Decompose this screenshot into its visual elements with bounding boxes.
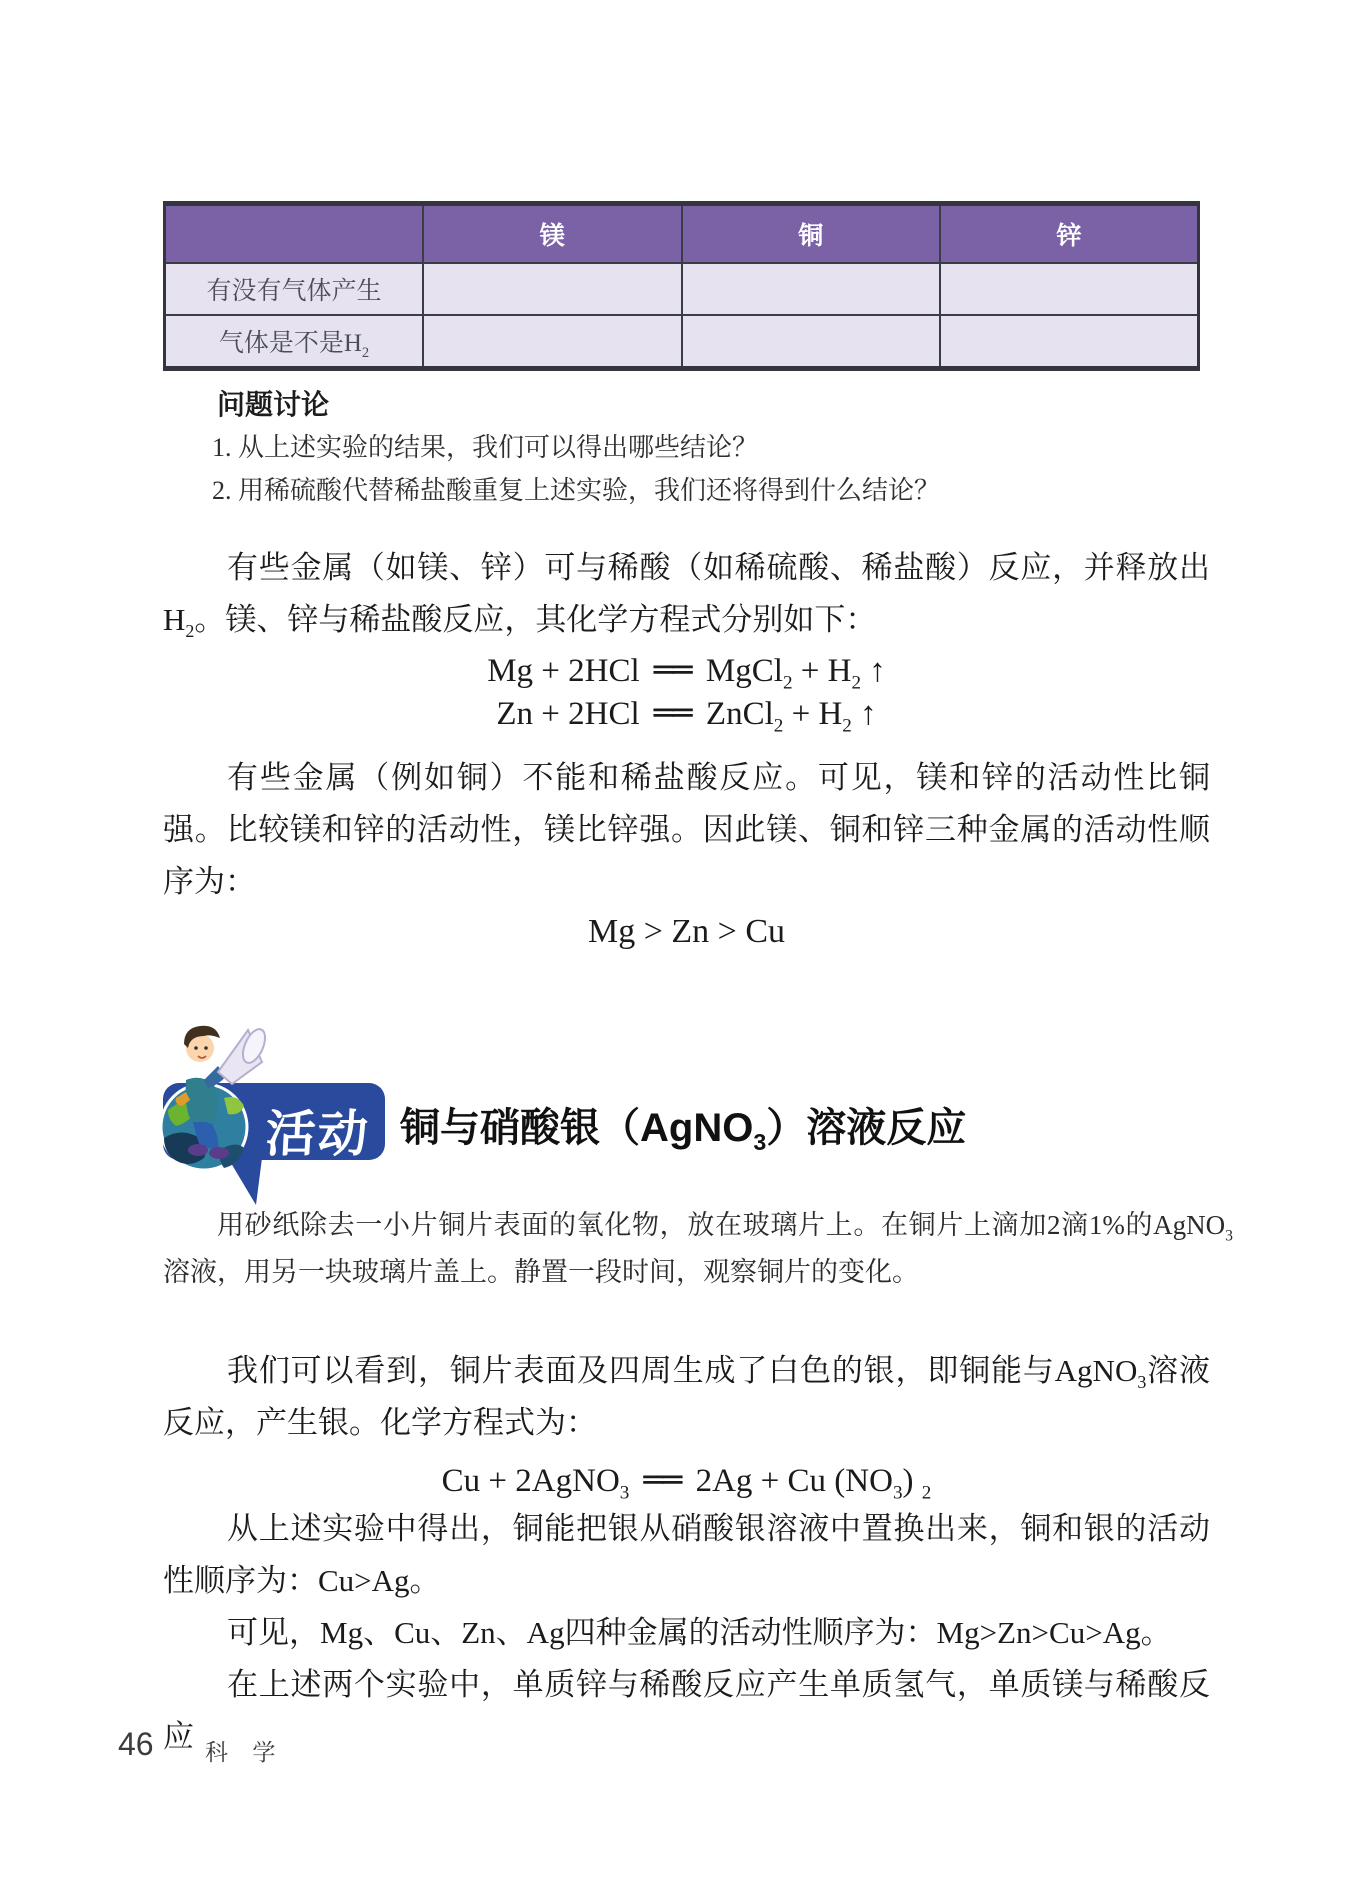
activity-title: 铜与硝酸银（AgNO$_3$）溶液反应 <box>400 1106 967 1155</box>
paragraph-cu-ag-order: 从上述实验中得出，铜能把银从硝酸银溶液中置换出来，铜和银的活动性顺序为：Cu>Ag。 <box>163 1511 1210 1598</box>
equation-mg-hcl: Mg + 2HCl ══ MgCl$_2$ + $H_2$ ↑ <box>487 650 886 694</box>
empty-cell <box>940 263 1199 315</box>
header-cell-magnesium: 镁 <box>423 204 682 264</box>
activity-series-mg-zn-cu: Mg > Zn > Cu <box>587 913 786 950</box>
shoe <box>209 1147 229 1159</box>
paragraph-metals-react-acid: 有些金属（如镁、锌）可与稀酸（如稀硫酸、稀盐酸）反应，并释放出$H_2$。镁、锌与稀盐酸反应，其化学方程式分别如下： <box>163 550 1210 642</box>
equation-zn-hcl: Zn + 2HCl ══ ZnCl$_2$ + $H_2$ ↑ <box>496 693 877 737</box>
page-number: 46 <box>118 1726 154 1762</box>
empty-cell <box>682 263 941 315</box>
equation-cu-agno3: Cu + 2AgNO$_3$ ══ 2Ag + Cu $(NO_3)$ $_2$ <box>441 1460 932 1504</box>
discussion-question-2: 2. 用稀硫酸代替稀盐酸重复上述实验，我们还将得到什么结论？ <box>212 476 941 505</box>
header-cell-blank <box>165 204 424 264</box>
paragraph-four-metal-order: 可见，Mg、Cu、Zn、Ag四种金属的活动性顺序为：Mg>Zn>Cu>Ag。 <box>227 1615 1172 1650</box>
empty-cell <box>423 315 682 369</box>
shoe <box>188 1144 208 1156</box>
activity-badge-label: 活动 <box>264 1106 372 1162</box>
discussion-title: 问题讨论 <box>217 389 330 420</box>
empty-cell <box>682 315 941 369</box>
table-row <box>165 315 1199 369</box>
paragraph-silver-formation: 我们可以看到，铜片表面及四周生成了白色的银，即铜能与AgNO$_3$溶液反应，产生银。化学方程式为： <box>163 1353 1210 1440</box>
paragraph-activity-comparison: 有些金属（例如铜）不能和稀盐酸反应。可见，镁和锌的活动性比铜强。比较镁和锌的活动性，镁比锌强。因此镁、铜和锌三种金属的活动性顺序为： <box>163 760 1210 899</box>
table-row <box>165 263 1199 315</box>
table-header-row <box>165 204 1199 264</box>
discussion-question-1: 1. 从上述实验的结果，我们可以得出哪些结论？ <box>212 433 759 462</box>
header-cell-copper: 铜 <box>682 204 941 264</box>
empty-cell <box>940 315 1199 369</box>
paragraph-two-experiments: 在上述两个实验中，单质锌与稀酸反应产生单质氢气，单质镁与稀酸反应 <box>163 1667 1210 1754</box>
row-label-gas-is-h2: 气体是不是$H_2$ <box>165 315 424 369</box>
megaphone-icon <box>218 1026 270 1084</box>
activity-description: 用砂纸除去一小片铜片表面的氧化物，放在玻璃片上。在铜片上滴加2滴1%的AgNO$_3$溶液，用另一块玻璃片盖上。静置一段时间，观察铜片的变化。 <box>163 1210 1233 1287</box>
results-table <box>163 201 1200 371</box>
row-label-gas-produced: 有没有气体产生 <box>165 263 424 315</box>
footer-subject-label: 科 学 <box>205 1739 285 1765</box>
header-cell-zinc: 锌 <box>940 204 1199 264</box>
empty-cell <box>423 263 682 315</box>
